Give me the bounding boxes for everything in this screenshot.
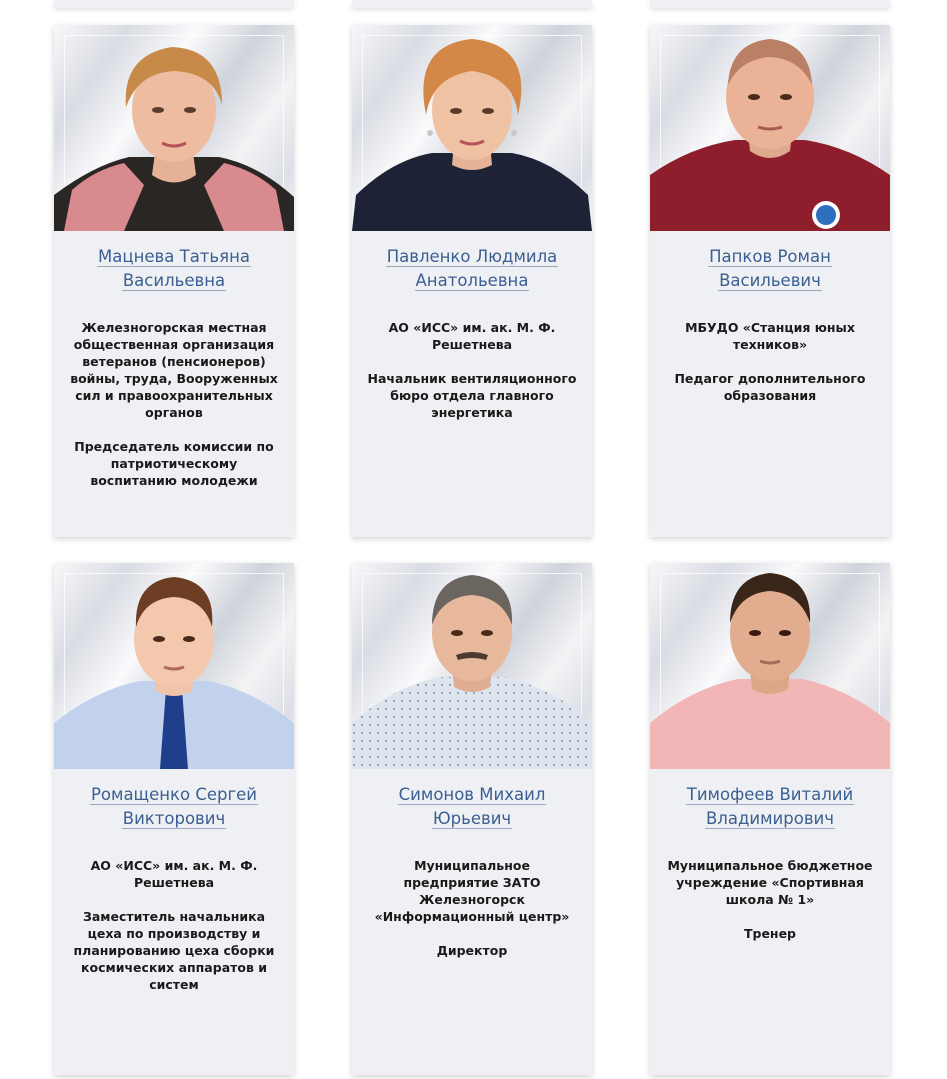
person-card bbox=[54, 563, 294, 1075]
person-organization: МБУДО «Станция юных техников» bbox=[685, 320, 855, 352]
person-name-line2[interactable]: Юрьевич bbox=[432, 809, 512, 828]
person-organization: АО «ИСС» им. ак. М. Ф. Решетнева bbox=[90, 858, 258, 890]
person-photo bbox=[54, 25, 294, 231]
person-name-line1[interactable]: Павленко Людмила bbox=[386, 247, 558, 266]
previous-card-bottom bbox=[54, 0, 294, 8]
person-name-line1[interactable]: Симонов Михаил bbox=[398, 785, 546, 804]
person-name[interactable] bbox=[54, 783, 294, 831]
person-name-line2[interactable]: Анатольевна bbox=[415, 271, 529, 290]
person-name-line2[interactable]: Васильевна bbox=[122, 271, 226, 290]
person-card bbox=[650, 25, 890, 537]
person-card bbox=[352, 563, 592, 1075]
person-photo bbox=[352, 25, 592, 231]
person-position: Педагог дополнительного образования bbox=[674, 371, 866, 403]
person-name-line2[interactable]: Васильевич bbox=[719, 271, 821, 290]
person-organization: АО «ИСС» им. ак. М. Ф. Решетнева bbox=[388, 320, 556, 352]
previous-card-bottom bbox=[352, 0, 592, 8]
person-name-line2[interactable]: Викторович bbox=[122, 809, 226, 828]
person-position: Тренер bbox=[743, 926, 796, 941]
person-name-line1[interactable]: Папков Роман bbox=[709, 247, 831, 266]
person-card bbox=[650, 563, 890, 1075]
person-name-line1[interactable]: Ромащенко Сергей bbox=[90, 785, 258, 804]
person-position: Директор bbox=[436, 943, 508, 958]
person-organization: Муниципальное бюджетное учреждение «Спортивная школа № 1» bbox=[667, 858, 873, 907]
person-name-line1[interactable]: Мацнева Татьяна bbox=[98, 247, 250, 266]
previous-card-bottom bbox=[650, 0, 890, 8]
person-name[interactable] bbox=[54, 245, 294, 293]
person-card bbox=[352, 25, 592, 537]
person-organization: Железногорская местная общественная организация ветеранов (пенсионеров) войны, труда, Вооруженных сил и правоохранительных органов bbox=[70, 320, 278, 420]
person-name[interactable] bbox=[352, 245, 592, 293]
person-name[interactable] bbox=[650, 783, 890, 831]
person-card bbox=[54, 25, 294, 537]
person-name[interactable] bbox=[650, 245, 890, 293]
person-position: Начальник вентиляционного бюро отдела главного энергетика bbox=[367, 371, 577, 420]
person-photo bbox=[650, 563, 890, 769]
person-photo bbox=[650, 25, 890, 231]
person-organization: Муниципальное предприятие ЗАТО Железногорск «Информационный центр» bbox=[374, 858, 570, 924]
person-name[interactable] bbox=[352, 783, 592, 831]
person-photo bbox=[54, 563, 294, 769]
person-photo bbox=[352, 563, 592, 769]
people-grid bbox=[54, 25, 890, 1075]
person-name-line1[interactable]: Тимофеев Виталий bbox=[686, 785, 854, 804]
person-name-line2[interactable]: Владимирович bbox=[705, 809, 835, 828]
person-position: Председатель комиссии по патриотическому воспитанию молодежи bbox=[74, 439, 274, 488]
person-position: Заместитель начальника цеха по производству и планированию цеха сборки космических аппаратов и систем bbox=[73, 909, 275, 992]
